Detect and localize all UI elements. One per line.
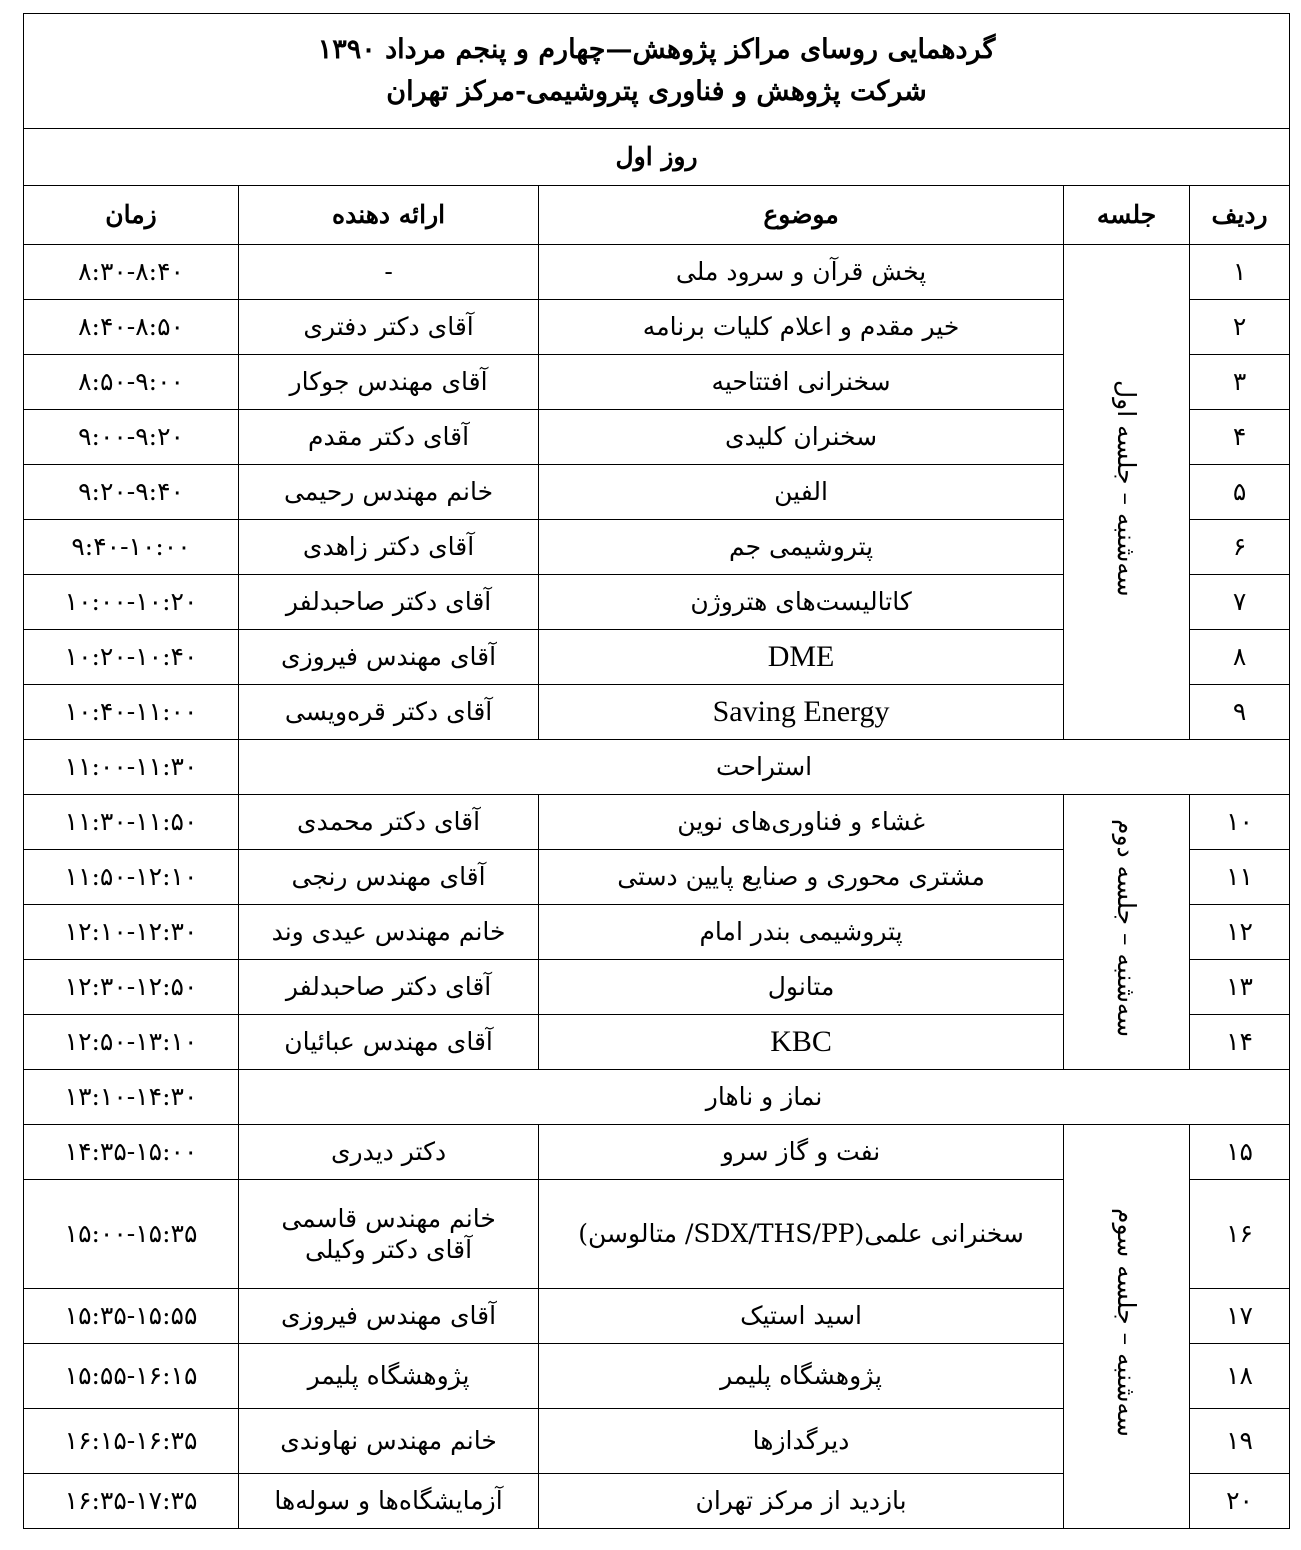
row-number: ۱: [1190, 245, 1290, 300]
row-number: ۱۲: [1190, 905, 1290, 960]
row-presenter: آقای دکتر صاحبدلفر: [239, 575, 539, 630]
row-number: ۲: [1190, 300, 1290, 355]
row-time: ۱۱:۳۰-۱۱:۵۰: [24, 795, 239, 850]
row-number: ۴: [1190, 410, 1290, 465]
break-time: ۱۱:۰۰-۱۱:۳۰: [24, 740, 239, 795]
row-time: ۱۲:۳۰-۱۲:۵۰: [24, 960, 239, 1015]
row-topic: کاتالیست‌های هتروژن: [539, 575, 1064, 630]
row-presenter: آقای دکتر دفتری: [239, 300, 539, 355]
row-time: ۸:۵۰-۹:۰۰: [24, 355, 239, 410]
row-number: ۸: [1190, 630, 1290, 685]
row-topic: متانول: [539, 960, 1064, 1015]
row-topic: پتروشیمی بندر امام: [539, 905, 1064, 960]
day-label: روز اول: [24, 129, 1290, 186]
row-presenter: پژوهشگاه پلیمر: [239, 1344, 539, 1409]
row-presenter: -: [239, 245, 539, 300]
row-presenter: آقای دکتر محمدی: [239, 795, 539, 850]
row-presenter: آقای مهندس فیروزی: [239, 1289, 539, 1344]
row-time: ۱۶:۱۵-۱۶:۳۵: [24, 1409, 239, 1474]
row-topic: خیر مقدم و اعلام کلیات برنامه: [539, 300, 1064, 355]
row-topic: DME: [539, 630, 1064, 685]
header-topic: موضوع: [539, 186, 1064, 245]
row-presenter: آقای دکتر مقدم: [239, 410, 539, 465]
row-topic: نفت و گاز سرو: [539, 1125, 1064, 1180]
document-title: [24, 14, 1290, 129]
row-number: ۱۷: [1190, 1289, 1290, 1344]
session-label: سه‌شنبه – جلسه سوم: [1112, 1208, 1142, 1438]
row-presenter: آقای مهندس عبائیان: [239, 1015, 539, 1070]
break-time: ۱۳:۱۰-۱۴:۳۰: [24, 1070, 239, 1125]
row-number: ۳: [1190, 355, 1290, 410]
session-label: سه‌شنبه – جلسه دوم: [1112, 819, 1142, 1038]
header-row: [24, 186, 1290, 245]
row-topic: KBC: [539, 1015, 1064, 1070]
header-presenter: ارائه دهنده: [239, 186, 539, 245]
agenda-table: [23, 13, 1290, 1529]
row-time: ۱۱:۵۰-۱۲:۱۰: [24, 850, 239, 905]
row-presenter: آقای مهندس جوکار: [239, 355, 539, 410]
row-number: ۶: [1190, 520, 1290, 575]
table-row: [24, 245, 1290, 300]
title-line-2: شرکت پژوهش و فناوری پتروشیمی-مرکز تهران: [386, 76, 927, 107]
row-presenter: آقای دکتر زاهدی: [239, 520, 539, 575]
row-number: ۲۰: [1190, 1474, 1290, 1529]
row-time: ۱۵:۵۵-۱۶:۱۵: [24, 1344, 239, 1409]
row-time: ۱۲:۵۰-۱۳:۱۰: [24, 1015, 239, 1070]
row-topic: اسید استیک: [539, 1289, 1064, 1344]
row-number: ۱۹: [1190, 1409, 1290, 1474]
row-time: ۱۵:۳۵-۱۵:۵۵: [24, 1289, 239, 1344]
row-topic: دیرگدازها: [539, 1409, 1064, 1474]
row-time: ۱۰:۲۰-۱۰:۴۰: [24, 630, 239, 685]
row-number: ۱۸: [1190, 1344, 1290, 1409]
session-cell: [1064, 1125, 1190, 1529]
row-number: ۱۴: [1190, 1015, 1290, 1070]
row-number: ۱۶: [1190, 1180, 1290, 1289]
row-number: ۷: [1190, 575, 1290, 630]
row-topic: مشتری محوری و صنایع پایین دستی: [539, 850, 1064, 905]
row-time: ۹:۴۰-۱۰:۰۰: [24, 520, 239, 575]
row-presenter: آزمایشگاه‌ها و سوله‌ها: [239, 1474, 539, 1529]
row-time: ۱۵:۰۰-۱۵:۳۵: [24, 1180, 239, 1289]
row-presenter: خانم مهندس رحیمی: [239, 465, 539, 520]
row-time: ۱۰:۰۰-۱۰:۲۰: [24, 575, 239, 630]
break-label: استراحت: [239, 740, 1290, 795]
row-presenter: [239, 1180, 539, 1289]
day-row: [24, 129, 1290, 186]
row-topic: پتروشیمی جم: [539, 520, 1064, 575]
row-number: ۱۰: [1190, 795, 1290, 850]
table-row: [24, 1125, 1290, 1180]
row-time: ۸:۳۰-۸:۴۰: [24, 245, 239, 300]
row-number: ۹: [1190, 685, 1290, 740]
row-time: ۱۲:۱۰-۱۲:۳۰: [24, 905, 239, 960]
row-time: ۹:۰۰-۹:۲۰: [24, 410, 239, 465]
row-presenter: آقای دکتر قره‌ویسی: [239, 685, 539, 740]
table-row: [24, 795, 1290, 850]
row-time: ۱۴:۳۵-۱۵:۰۰: [24, 1125, 239, 1180]
row-time: ۸:۴۰-۸:۵۰: [24, 300, 239, 355]
row-number: ۵: [1190, 465, 1290, 520]
row-presenter: خانم مهندس نهاوندی: [239, 1409, 539, 1474]
row-number: ۱۱: [1190, 850, 1290, 905]
session-label: سه‌شنبه – جلسه اول: [1112, 380, 1142, 597]
row-time: ۱۶:۳۵-۱۷:۳۵: [24, 1474, 239, 1529]
row-presenter: دکتر دیدری: [239, 1125, 539, 1180]
break-row: [24, 1070, 1290, 1125]
row-time: ۱۰:۴۰-۱۱:۰۰: [24, 685, 239, 740]
session-cell: [1064, 245, 1190, 740]
break-row: [24, 740, 1290, 795]
row-topic: پژوهشگاه پلیمر: [539, 1344, 1064, 1409]
row-presenter: آقای دکتر صاحبدلفر: [239, 960, 539, 1015]
row-topic: سخنران کلیدی: [539, 410, 1064, 465]
row-topic: پخش قرآن و سرود ملی: [539, 245, 1064, 300]
row-presenter: آقای مهندس رنجی: [239, 850, 539, 905]
row-topic: سخنرانی علمی(SDX/THS/PP/ متالوسن): [539, 1180, 1064, 1289]
row-time: ۹:۲۰-۹:۴۰: [24, 465, 239, 520]
row-topic: Saving Energy: [539, 685, 1064, 740]
row-presenter: آقای مهندس فیروزی: [239, 630, 539, 685]
session-cell: [1064, 795, 1190, 1070]
row-topic: سخنرانی افتتاحیه: [539, 355, 1064, 410]
row-topic: الفین: [539, 465, 1064, 520]
title-row: [24, 14, 1290, 129]
header-time: زمان: [24, 186, 239, 245]
header-session: جلسه: [1064, 186, 1190, 245]
header-row-number: ردیف: [1190, 186, 1290, 245]
presenter-name: آقای دکتر وکیلی: [305, 1235, 473, 1264]
row-number: ۱۵: [1190, 1125, 1290, 1180]
row-topic: بازدید از مرکز تهران: [539, 1474, 1064, 1529]
row-topic: غشاء و فناوری‌های نوین: [539, 795, 1064, 850]
break-label: نماز و ناهار: [239, 1070, 1290, 1125]
row-presenter: خانم مهندس عیدی وند: [239, 905, 539, 960]
presenter-name: خانم مهندس قاسمی: [281, 1203, 496, 1233]
row-number: ۱۳: [1190, 960, 1290, 1015]
title-line-1: گردهمایی روسای مراکز پژوهش—چهارم و پنجم مرداد ۱۳۹۰: [317, 34, 996, 66]
